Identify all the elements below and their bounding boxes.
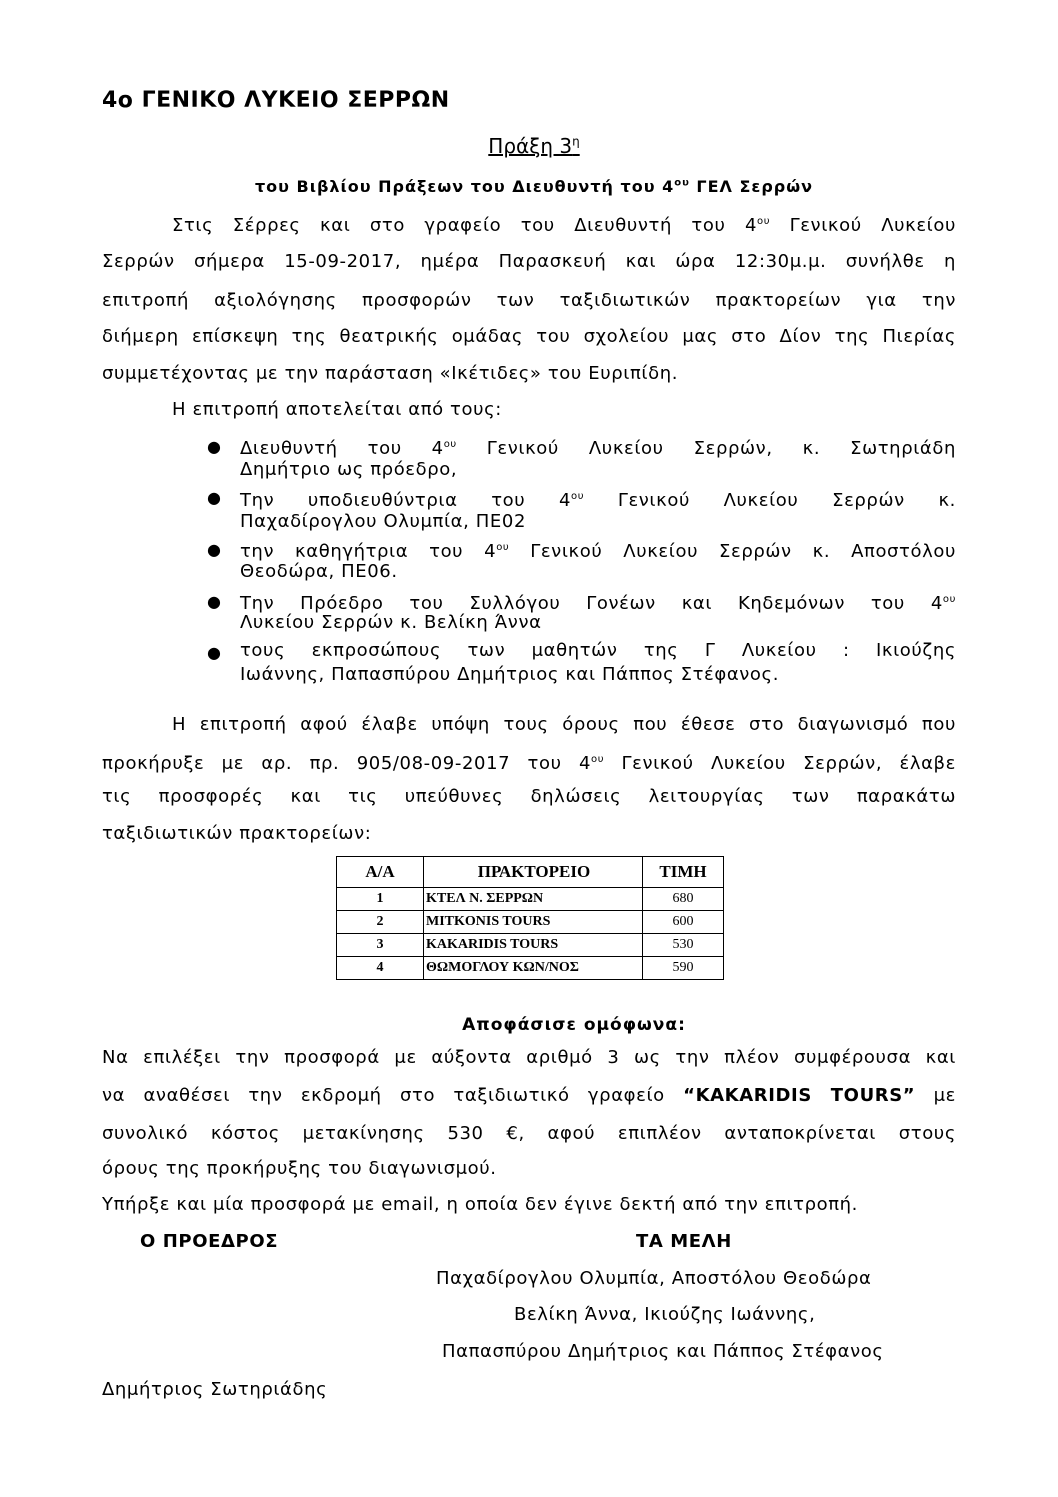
offers-line-4: ταξιδιωτικών πρακτορείων: — [102, 823, 372, 844]
m4a-pre: Την Πρόεδρο του Συλλόγου Γονέων και Κηδεμόνων του 4 — [240, 593, 943, 614]
header-agency: ΠΡΑΚΤΟΡΕΙΟ — [424, 857, 643, 888]
cell-agency: MITKONIS TOURS — [424, 911, 643, 934]
m2a-sup: ου — [571, 491, 585, 502]
president-name: Δημήτριος Σωτηριάδης — [102, 1379, 328, 1400]
m2a-post: Γενικού Λυκείου Σερρών κ. — [584, 490, 956, 511]
committee-member-3a — [240, 537, 956, 563]
intro-line-4: διήμερη επίσκεψη της θεατρικής ομάδας του σχολείου μας στο Δίον της Πιερίας — [102, 326, 956, 347]
m4a-sup: ου — [942, 594, 956, 605]
table-row — [337, 911, 724, 934]
offers-table — [336, 856, 724, 980]
committee-member-3b: Θεοδώρα, ΠΕ06. — [240, 561, 398, 582]
intro-l1-sup: ου — [757, 216, 771, 227]
act-title — [0, 134, 1058, 158]
cell-agency: KAKARIDIS TOURS — [424, 934, 643, 957]
cell-aa: 4 — [337, 957, 424, 980]
subtitle-post: ΓΕΛ Σερρών — [689, 177, 814, 196]
m1a-sup: ου — [443, 439, 457, 450]
cell-price: 680 — [643, 888, 724, 911]
decision-heading: Αποφάσισε ομόφωνα: — [462, 1015, 686, 1035]
offers-line-3: τις προσφορές και τις υπεύθυνες δηλώσεις λειτουργίας των παρακάτω — [102, 786, 956, 807]
act-subtitle — [0, 177, 1058, 196]
m1a-post: Γενικού Λυκείου Σερρών, κ. Σωτηριάδη — [456, 438, 956, 459]
act-title-sup: η — [572, 134, 580, 149]
intro-line-2: Σερρών σήμερα 15-09-2017, ημέρα Παρασκευή και ώρα 12:30μ.μ. συνήλθε η — [102, 251, 956, 272]
offers-l2-post: Γενικού Λυκείου Σερρών, έλαβε — [604, 753, 956, 774]
school-name: 4ο ΓΕΝΙΚΟ ΛΥΚΕΙΟ ΣΕΡΡΩΝ — [102, 88, 450, 113]
offers-line-2 — [102, 748, 956, 776]
m1a-pre: Διευθυντή του 4 — [240, 438, 444, 459]
committee-member-2a — [240, 486, 956, 512]
table-header-row — [337, 857, 724, 888]
cell-aa: 1 — [337, 888, 424, 911]
cell-aa: 2 — [337, 911, 424, 934]
intro-l1-post: Γενικού Λυκείου — [770, 215, 956, 236]
decision-line-2 — [102, 1084, 956, 1108]
bullet-icon: ● — [207, 592, 221, 611]
president-title: Ο ΠΡΟΕΔΡΟΣ — [140, 1231, 279, 1252]
members-line-1: Παχαδίρογλου Ολυμπία, Αποστόλου Θεοδώρα — [436, 1268, 872, 1289]
cell-price: 530 — [643, 934, 724, 957]
subtitle-pre: του Βιβλίου Πράξεων του Διευθυντή του 4 — [254, 177, 675, 196]
m2a-pre: Την υποδιευθύντρια του 4 — [240, 490, 572, 511]
bullet-icon: ● — [207, 540, 221, 559]
offers-l2-pre: προκήρυξε με αρ. πρ. 905/08-09-2017 του 4 — [102, 753, 592, 774]
committee-member-5b: Ιωάννης, Παπασπύρου Δημήτριος και Πάππος Στέφανος. — [240, 664, 780, 685]
members-line-2: Βελίκη Άννα, Ικιούζης Ιωάννης, — [514, 1304, 816, 1325]
decision-agency-name: “KAKARIDIS TOURS” — [683, 1085, 916, 1106]
cell-price: 600 — [643, 911, 724, 934]
cell-agency: ΚΤΕΛ Ν. ΣΕΡΡΩΝ — [424, 888, 643, 911]
committee-member-5a: τους εκπροσώπους των μαθητών της Γ Λυκείου : Ικιούζης — [240, 640, 956, 661]
cell-price: 590 — [643, 957, 724, 980]
intro-line-5: συμμετέχοντας με την παράσταση «Ικέτιδες» του Ευριπίδη. — [102, 363, 679, 384]
cell-agency: ΘΩΜΟΓΛΟΥ ΚΩΝ/ΝΟΣ — [424, 957, 643, 980]
m3a-sup: ου — [496, 542, 510, 553]
table-row — [337, 888, 724, 911]
offers-line-1: Η επιτροπή αφού έλαβε υπόψη τους όρους που έθεσε στο διαγωνισμό που — [172, 714, 956, 735]
members-line-3: Παπασπύρου Δημήτριος και Πάππος Στέφανος — [442, 1341, 884, 1362]
table-row — [337, 934, 724, 957]
header-aa: Α/Α — [337, 857, 424, 888]
committee-member-1a — [240, 434, 956, 460]
cell-aa: 3 — [337, 934, 424, 957]
act-title-text: Πράξη 3 — [488, 134, 573, 158]
bullet-icon: ● — [207, 437, 221, 456]
subtitle-sup: ου — [674, 177, 690, 189]
decision-line-3: συνολικό κόστος μετακίνησης 530 €, αφού επιπλέον ανταποκρίνεται στους — [102, 1123, 956, 1144]
offers-l2-sup: ου — [591, 754, 605, 765]
table-row — [337, 957, 724, 980]
m3a-pre: την καθηγήτρια του 4 — [240, 541, 497, 562]
decision-line-4: όρους της προκήρυξης του διαγωνισμού. — [102, 1158, 497, 1179]
decision-line-5: Υπήρξε και μία προσφορά με email, η οποία δεν έγινε δεκτή από την επιτροπή. — [102, 1194, 858, 1215]
decision-l2-post: με — [915, 1085, 956, 1106]
decision-line-1: Να επιλέξει την προσφορά με αύξοντα αριθμό 3 ως την πλέον συμφέρουσα και — [102, 1047, 956, 1068]
bullet-icon: ● — [207, 488, 221, 507]
members-title: ΤΑ ΜΕΛΗ — [636, 1231, 732, 1252]
committee-member-4b: Λυκείου Σερρών κ. Βελίκη Άννα — [240, 612, 542, 633]
decision-l2-pre: να αναθέσει την εκδρομή στο ταξιδιωτικό γραφείο — [102, 1085, 684, 1106]
intro-line-1 — [172, 210, 956, 238]
committee-member-2b: Παχαδίρογλου Ολυμπία, ΠΕ02 — [240, 511, 526, 532]
intro-l1-pre: Στις Σέρρες και στο γραφείο του Διευθυντή του 4 — [172, 215, 758, 236]
committee-intro: Η επιτροπή αποτελείται από τους: — [172, 399, 502, 420]
m3a-post: Γενικού Λυκείου Σερρών κ. Αποστόλου — [509, 541, 956, 562]
intro-line-3: επιτροπή αξιολόγησης προσφορών των ταξιδιωτικών πρακτορείων για την — [102, 290, 956, 311]
committee-member-1b: Δημήτριο ως πρόεδρο, — [240, 459, 458, 480]
bullet-icon: ● — [207, 643, 221, 662]
header-price: ΤΙΜΗ — [643, 857, 724, 888]
